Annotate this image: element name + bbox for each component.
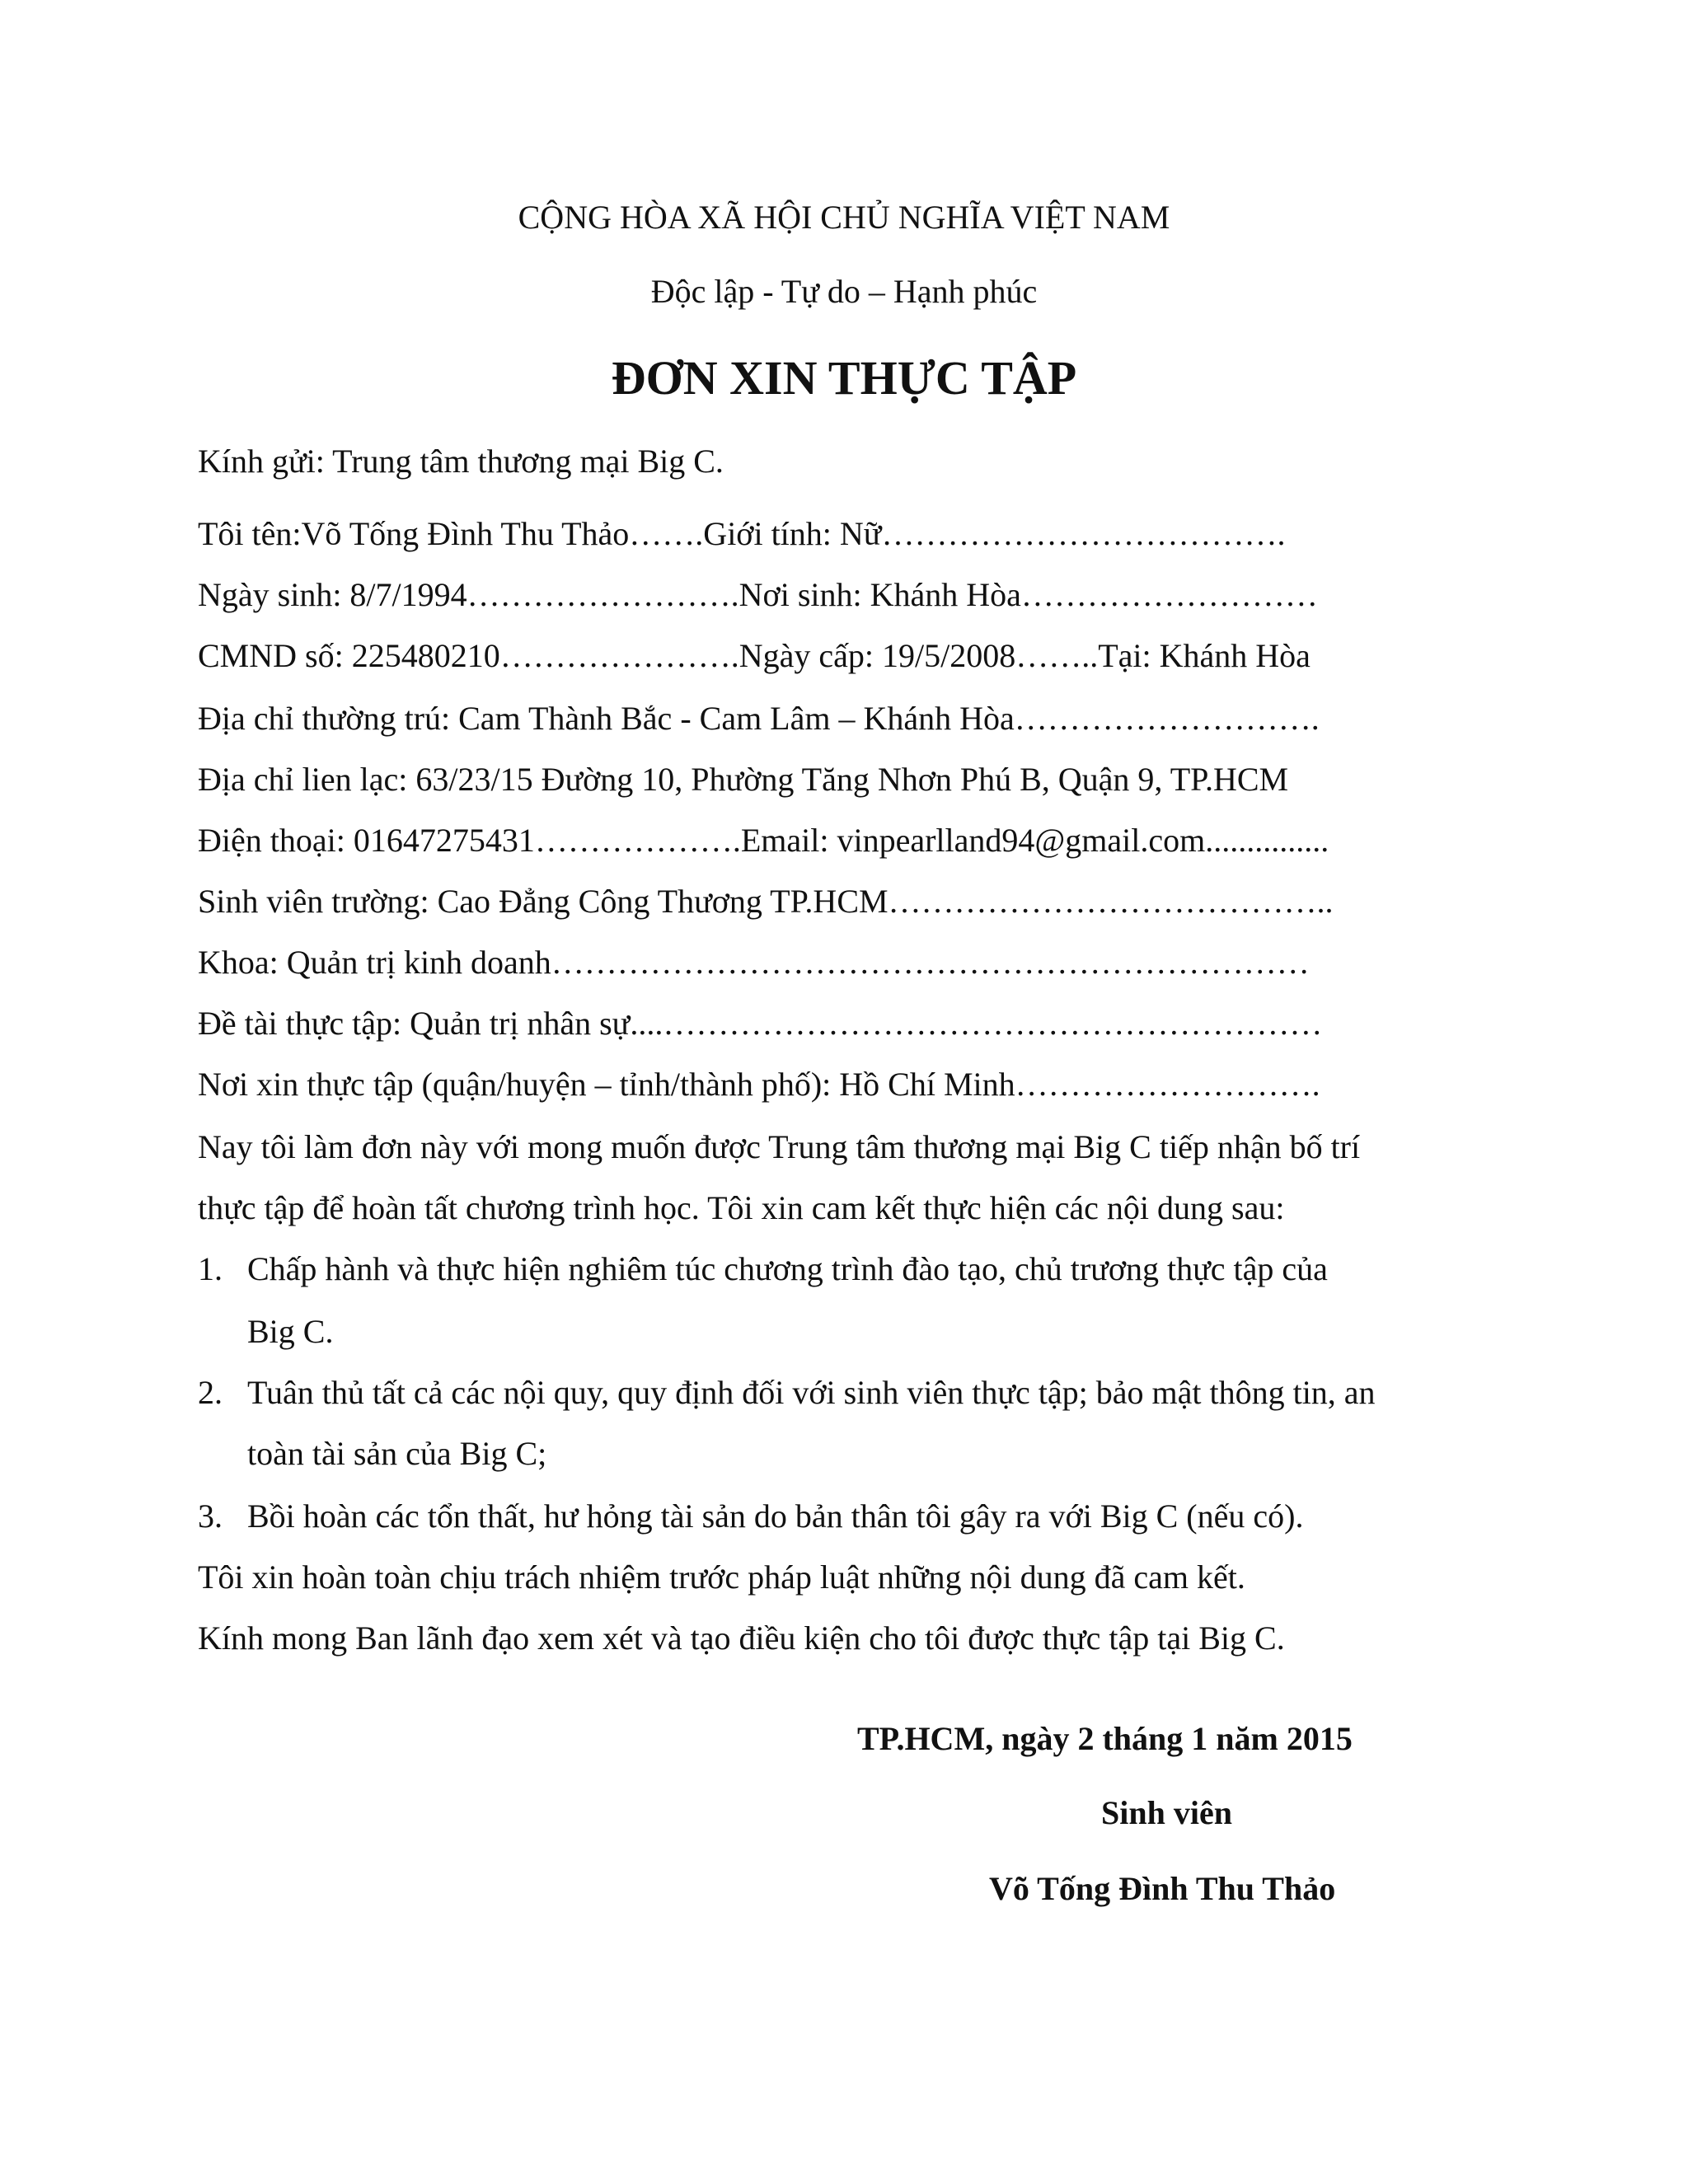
signature-role: Sinh viên [1101,1794,1232,1831]
commitment-text: Chấp hành và thực hiện nghiêm túc chương trình đào tạo, chủ trương thực tập của [247,1250,1328,1287]
commitment-number: 2. [198,1374,223,1411]
name-gender-line: Tôi tên:Võ Tống Đình Thu Thảo…….Giới tính: Nữ………………………………. [198,515,1286,552]
national-title: CỘNG HÒA XÃ HỘI CHỦ NGHĨA VIỆT NAM [518,199,1170,236]
commitment-item-1-continued: Big C. [247,1313,334,1350]
internship-place-line: Nơi xin thực tập (quận/huyện – tỉnh/thành phố): Hồ Chí Minh………………………. [198,1066,1320,1103]
contact-address-line: Địa chỉ lien lạc: 63/23/15 Đường 10, Phường Tăng Nhơn Phú B, Quận 9, TP.HCM [198,761,1289,798]
phone-email-line: Điện thoại: 01647275431……………….Email: vinpearlland94@gmail.com............... [198,822,1329,859]
request-paragraph-line-1: Nay tôi làm đơn này với mong muốn được Trung tâm thương mại Big C tiếp nhận bố trí [198,1128,1361,1165]
commitment-item-2-continued: toàn tài sản của Big C; [247,1435,547,1472]
request-paragraph-line-2: thực tập để hoàn tất chương trình học. Tôi xin cam kết thực hiện các nội dung sau: [198,1189,1285,1226]
recipient-line: Kính gửi: Trung tâm thương mại Big C. [198,443,724,480]
permanent-address-line: Địa chỉ thường trú: Cam Thành Bắc - Cam Lâm – Khánh Hòa………………………. [198,700,1320,737]
closing-line-2: Kính mong Ban lãnh đạo xem xét và tạo điều kiện cho tôi được thực tập tại Big C. [198,1619,1285,1657]
commitment-item-2 [198,1371,1376,1414]
faculty-line: Khoa: Quản trị kinh doanh…………………………………………………………… [198,944,1310,981]
national-motto: Độc lập - Tự do – Hạnh phúc [650,273,1038,310]
signature-place-date: TP.HCM, ngày 2 tháng 1 năm 2015 [857,1720,1353,1757]
id-card-line: CMND số: 225480210………………….Ngày cấp: 19/5/2008……..Tại: Khánh Hòa [198,637,1311,674]
commitment-text: Tuân thủ tất cả các nội quy, quy định đối với sinh viên thực tập; bảo mật thông tin, an [247,1374,1376,1411]
commitment-item-1 [198,1248,1328,1291]
birth-line: Ngày sinh: 8/7/1994…………………….Nơi sinh: Khánh Hòa……………………… [198,576,1318,613]
commitment-number: 3. [198,1497,223,1535]
topic-line: Đề tài thực tập: Quản trị nhân sự....…………………………………………………… [198,1005,1323,1042]
signature-name: Võ Tống Đình Thu Thảo [989,1870,1336,1907]
commitment-text: Bồi hoàn các tổn thất, hư hỏng tài sản do bản thân tôi gây ra với Big C (nếu có). [247,1497,1304,1535]
commitment-item-3 [198,1495,1303,1538]
document-title: ĐƠN XIN THỰC TẬP [611,351,1077,405]
closing-line-1: Tôi xin hoàn toàn chịu trách nhiệm trước pháp luật những nội dung đã cam kết. [198,1558,1245,1596]
commitment-number: 1. [198,1250,223,1287]
school-line: Sinh viên trường: Cao Đẳng Công Thương TP.HCM………………………………….. [198,883,1334,920]
